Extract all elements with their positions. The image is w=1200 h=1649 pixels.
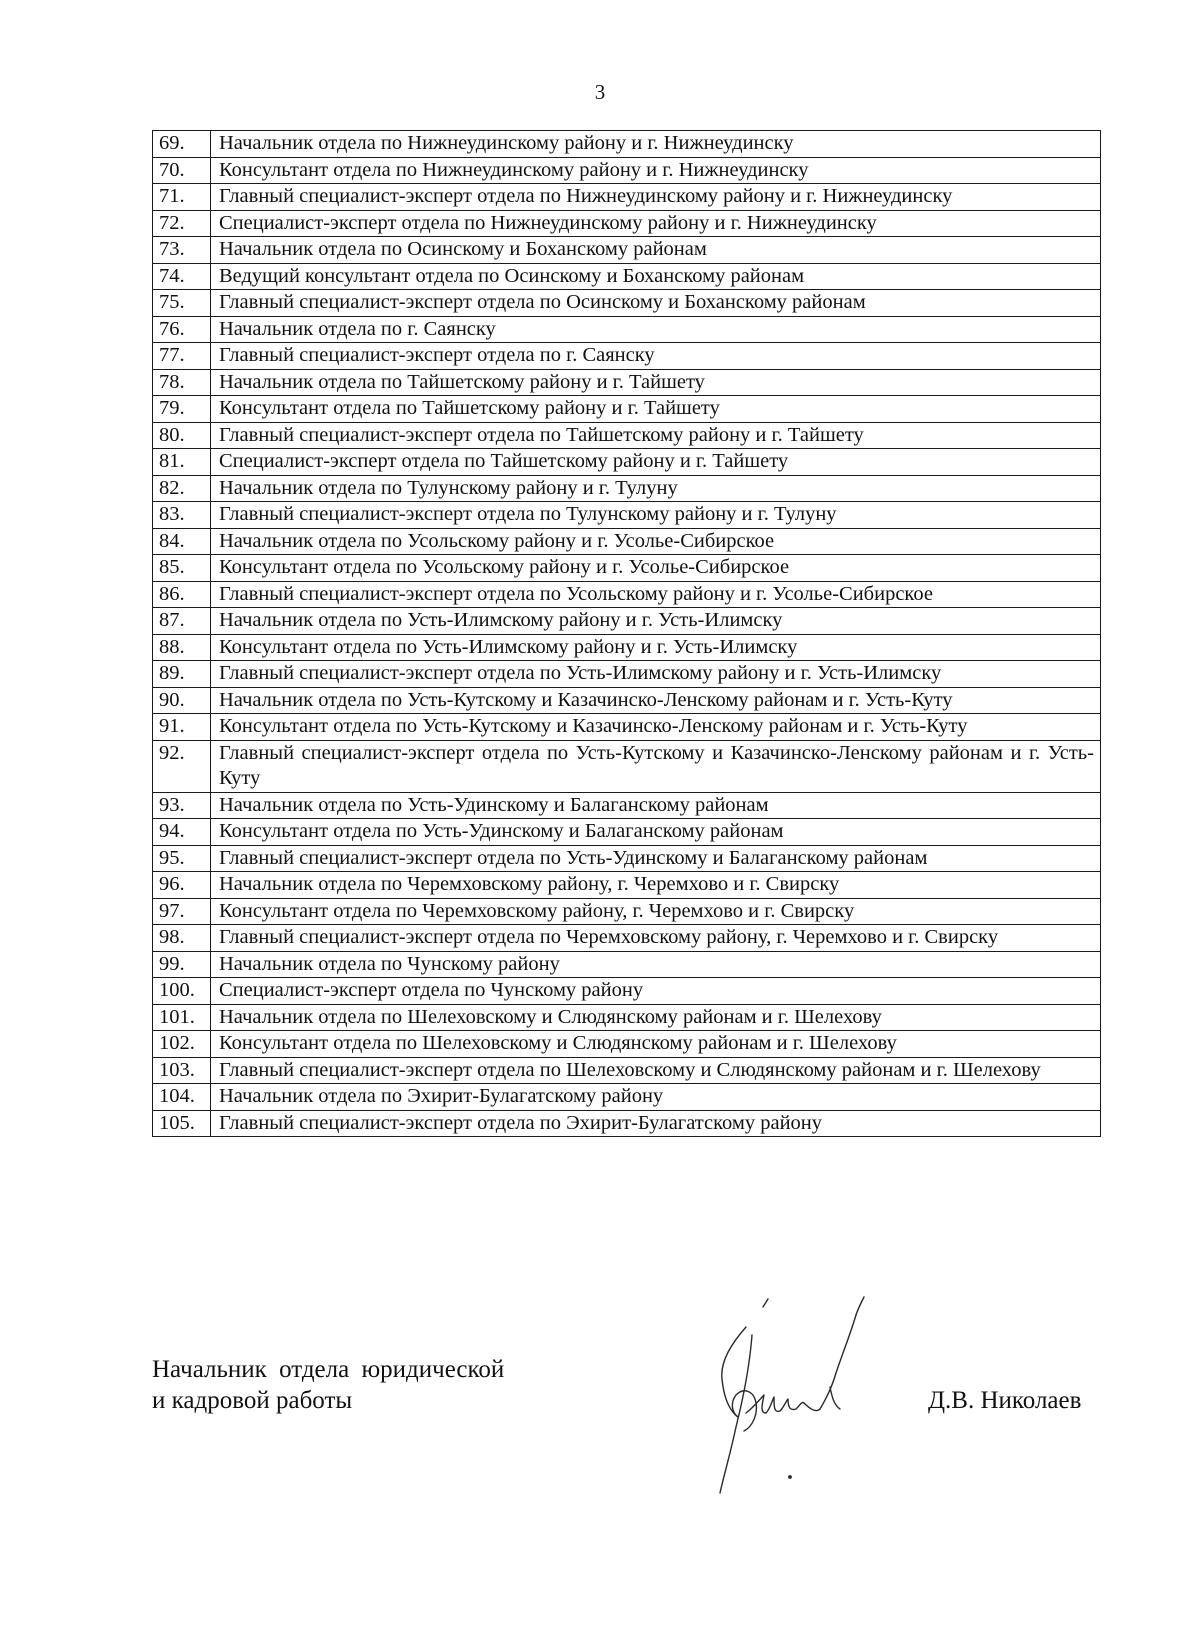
- table-row: [153, 872, 1101, 899]
- table-row: [153, 131, 1101, 158]
- row-number: 71.: [153, 184, 211, 211]
- row-number: 85.: [153, 555, 211, 582]
- row-number: 75.: [153, 290, 211, 317]
- table-row: [153, 369, 1101, 396]
- row-number: 70.: [153, 157, 211, 184]
- position-title: Консультант отдела по Усольскому району и г. Усолье-Сибирское: [211, 555, 1101, 582]
- row-number: 83.: [153, 502, 211, 529]
- position-title: Главный специалист-эксперт отдела по Усть-Удинскому и Балаганскому районам: [211, 845, 1101, 872]
- row-number: 91.: [153, 714, 211, 741]
- table-row: [153, 661, 1101, 688]
- row-number: 87.: [153, 608, 211, 635]
- position-title: Главный специалист-эксперт отдела по Усть-Илимскому району и г. Усть-Илимску: [211, 661, 1101, 688]
- position-title: Главный специалист-эксперт отдела по Эхирит-Булагатскому району: [211, 1110, 1101, 1137]
- row-number: 97.: [153, 898, 211, 925]
- row-number: 78.: [153, 369, 211, 396]
- table-row: [153, 343, 1101, 370]
- table-row: [153, 237, 1101, 264]
- table-row: [153, 634, 1101, 661]
- table-row: [153, 396, 1101, 423]
- position-title: Специалист-эксперт отдела по Чунскому району: [211, 978, 1101, 1005]
- handwritten-signature: [680, 1295, 920, 1495]
- table-row: [153, 740, 1101, 792]
- position-title: Главный специалист-эксперт отдела по Нижнеудинскому району и г. Нижнеудинску: [211, 184, 1101, 211]
- row-number: 69.: [153, 131, 211, 158]
- row-number: 80.: [153, 422, 211, 449]
- table-row: [153, 1110, 1101, 1137]
- position-title: Начальник отдела по Тайшетскому району и г. Тайшету: [211, 369, 1101, 396]
- positions-table: [152, 130, 1101, 1137]
- position-title: Главный специалист-эксперт отдела по Черемховскому району, г. Черемхово и г. Свирску: [211, 925, 1101, 952]
- position-title: Консультант отдела по Усть-Илимскому району и г. Усть-Илимску: [211, 634, 1101, 661]
- page-number: 3: [594, 80, 606, 104]
- position-title: Начальник отдела по Усольскому району и г. Усолье-Сибирское: [211, 528, 1101, 555]
- position-title: Консультант отдела по Усть-Удинскому и Балаганскому районам: [211, 819, 1101, 846]
- row-number: 99.: [153, 951, 211, 978]
- table-row: [153, 316, 1101, 343]
- position-title: Специалист-эксперт отдела по Тайшетскому району и г. Тайшету: [211, 449, 1101, 476]
- row-number: 82.: [153, 475, 211, 502]
- position-title: Начальник отдела по Нижнеудинскому району и г. Нижнеудинску: [211, 131, 1101, 158]
- row-number: 76.: [153, 316, 211, 343]
- row-number: 94.: [153, 819, 211, 846]
- positions-table-body: [153, 131, 1101, 1137]
- position-title: Консультант отдела по Тайшетскому району и г. Тайшету: [211, 396, 1101, 423]
- table-row: [153, 1004, 1101, 1031]
- row-number: 96.: [153, 872, 211, 899]
- position-title: Начальник отдела по Усть-Удинскому и Балаганскому районам: [211, 792, 1101, 819]
- table-row: [153, 714, 1101, 741]
- table-row: [153, 290, 1101, 317]
- table-row: [153, 687, 1101, 714]
- position-title: Начальник отдела по Осинскому и Боханскому районам: [211, 237, 1101, 264]
- table-row: [153, 1084, 1101, 1111]
- row-number: 98.: [153, 925, 211, 952]
- table-row: [153, 210, 1101, 237]
- table-row: [153, 845, 1101, 872]
- signatory-position-line2: и кадровой работы: [152, 1387, 353, 1414]
- position-title: Главный специалист-эксперт отдела по Осинскому и Боханскому районам: [211, 290, 1101, 317]
- row-number: 81.: [153, 449, 211, 476]
- position-title: Начальник отдела по Тулунскому району и г. Тулуну: [211, 475, 1101, 502]
- table-row: [153, 502, 1101, 529]
- position-title: Главный специалист-эксперт отдела по Шелеховскому и Слюдянскому районам и г. Шелехову: [211, 1057, 1101, 1084]
- signatory-position-line1: Начальник отдела юридической: [152, 1356, 505, 1383]
- table-row: [153, 792, 1101, 819]
- table-row: [153, 1031, 1101, 1058]
- row-number: 105.: [153, 1110, 211, 1137]
- position-title: Начальник отдела по Усть-Илимскому району и г. Усть-Илимску: [211, 608, 1101, 635]
- position-title: Консультант отдела по Шелеховскому и Слюдянскому районам и г. Шелехову: [211, 1031, 1101, 1058]
- row-number: 90.: [153, 687, 211, 714]
- row-number: 73.: [153, 237, 211, 264]
- row-number: 89.: [153, 661, 211, 688]
- position-title: Главный специалист-эксперт отдела по Усольскому району и г. Усолье-Сибирское: [211, 581, 1101, 608]
- row-number: 93.: [153, 792, 211, 819]
- row-number: 86.: [153, 581, 211, 608]
- table-row: [153, 819, 1101, 846]
- table-row: [153, 978, 1101, 1005]
- position-title: Начальник отдела по Чунскому району: [211, 951, 1101, 978]
- position-title: Начальник отдела по Эхирит-Булагатскому району: [211, 1084, 1101, 1111]
- row-number: 95.: [153, 845, 211, 872]
- table-row: [153, 263, 1101, 290]
- position-title: Главный специалист-эксперт отдела по Тайшетскому району и г. Тайшету: [211, 422, 1101, 449]
- position-title: Ведущий консультант отдела по Осинскому и Боханскому районам: [211, 263, 1101, 290]
- table-row: [153, 951, 1101, 978]
- row-number: 104.: [153, 1084, 211, 1111]
- row-number: 74.: [153, 263, 211, 290]
- table-row: [153, 475, 1101, 502]
- position-title: Консультант отдела по Усть-Кутскому и Казачинско-Ленскому районам и г. Усть-Куту: [211, 714, 1101, 741]
- table-row: [153, 608, 1101, 635]
- row-number: 84.: [153, 528, 211, 555]
- table-row: [153, 528, 1101, 555]
- position-title: Начальник отдела по г. Саянску: [211, 316, 1101, 343]
- row-number: 88.: [153, 634, 211, 661]
- position-title: Главный специалист-эксперт отдела по г. Саянску: [211, 343, 1101, 370]
- position-title: Начальник отдела по Шелеховскому и Слюдянскому районам и г. Шелехову: [211, 1004, 1101, 1031]
- signatory-position: [152, 1354, 504, 1416]
- table-row: [153, 555, 1101, 582]
- table-row: [153, 581, 1101, 608]
- position-title: Начальник отдела по Черемховскому району, г. Черемхово и г. Свирску: [211, 872, 1101, 899]
- table-row: [153, 184, 1101, 211]
- position-title: Консультант отдела по Черемховскому району, г. Черемхово и г. Свирску: [211, 898, 1101, 925]
- table-row: [153, 422, 1101, 449]
- row-number: 77.: [153, 343, 211, 370]
- table-row: [153, 898, 1101, 925]
- table-row: [153, 157, 1101, 184]
- row-number: 92.: [153, 740, 211, 792]
- table-row: [153, 449, 1101, 476]
- row-number: 79.: [153, 396, 211, 423]
- signatory-name: Д.В. Николаев: [928, 1387, 1082, 1414]
- position-title: Специалист-эксперт отдела по Нижнеудинскому району и г. Нижнеудинску: [211, 210, 1101, 237]
- position-title: Главный специалист-эксперт отдела по Усть-Кутскому и Казачинско-Ленскому районам и г. Усть-Куту: [211, 740, 1101, 792]
- row-number: 101.: [153, 1004, 211, 1031]
- row-number: 102.: [153, 1031, 211, 1058]
- table-row: [153, 925, 1101, 952]
- position-title: Начальник отдела по Усть-Кутскому и Казачинско-Ленскому районам и г. Усть-Куту: [211, 687, 1101, 714]
- row-number: 100.: [153, 978, 211, 1005]
- row-number: 103.: [153, 1057, 211, 1084]
- row-number: 72.: [153, 210, 211, 237]
- table-row: [153, 1057, 1101, 1084]
- position-title: Консультант отдела по Нижнеудинскому району и г. Нижнеудинску: [211, 157, 1101, 184]
- position-title: Главный специалист-эксперт отдела по Тулунскому району и г. Тулуну: [211, 502, 1101, 529]
